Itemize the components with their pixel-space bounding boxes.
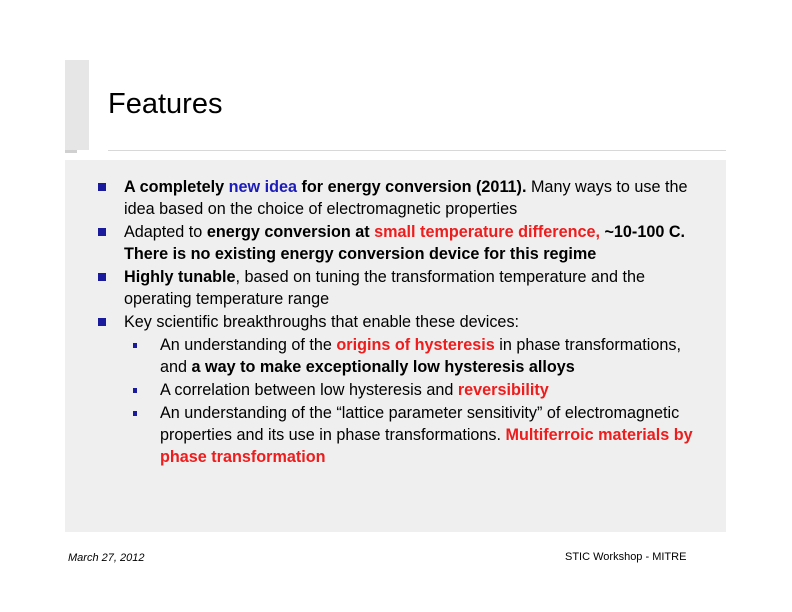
square-bullet-icon (98, 228, 106, 236)
text-run: Multiferroic materials by phase transformation (160, 426, 693, 466)
text-run: Many ways to use the idea based on the choice of electromagnetic properties (124, 178, 688, 218)
sub-bullet-item (96, 402, 706, 468)
text-run: An understanding of the (160, 336, 337, 354)
text-run: origins of hysteresis (336, 336, 495, 354)
square-bullet-icon (98, 273, 106, 281)
text-run: A correlation between low hysteresis and (160, 381, 458, 399)
slide-title: Features (108, 88, 223, 120)
small-square-bullet-icon (133, 411, 137, 416)
bullet-item (96, 266, 706, 310)
title-accent-bar (65, 60, 89, 150)
text-run: Highly tunable (124, 268, 236, 286)
square-bullet-icon (98, 183, 106, 191)
small-square-bullet-icon (133, 343, 137, 348)
bullet-item (96, 176, 706, 220)
text-run: small temperature difference, (374, 223, 600, 241)
text-run: An understanding of the “lattice parameter sensitivity” of electromagnetic properties and its use in phase transformations. (160, 404, 680, 444)
text-run: , based on tuning the transformation temperature and the operating temperature range (124, 268, 645, 308)
small-square-bullet-icon (133, 388, 137, 393)
text-run: reversibility (457, 381, 549, 399)
text-run: Key scientific breakthroughs that enable these devices: (124, 313, 520, 331)
text-run: a way to make exceptionally low hysteresis alloys (191, 358, 575, 376)
footer-event: STIC Workshop - MITRE (565, 551, 687, 563)
text-run: in phase transformations, and (160, 336, 681, 376)
text-run: ~10-100 C. There is no existing energy conversion device for this regime (124, 223, 686, 263)
square-bullet-icon (98, 318, 106, 326)
text-run: energy conversion at (206, 223, 375, 241)
bullet-item (96, 221, 706, 265)
text-run: A completely (124, 178, 229, 196)
footer-date: March 27, 2012 (68, 552, 145, 564)
sub-bullet-item (96, 379, 706, 401)
text-run: for energy conversion (2011). (297, 178, 527, 196)
title-underline (108, 150, 726, 151)
sub-bullet-item (96, 334, 706, 378)
text-run: Adapted to (124, 223, 207, 241)
bullet-item (96, 311, 706, 333)
bullet-list (96, 176, 706, 469)
title-divider-accent (65, 150, 77, 153)
text-run: new idea (228, 178, 298, 196)
